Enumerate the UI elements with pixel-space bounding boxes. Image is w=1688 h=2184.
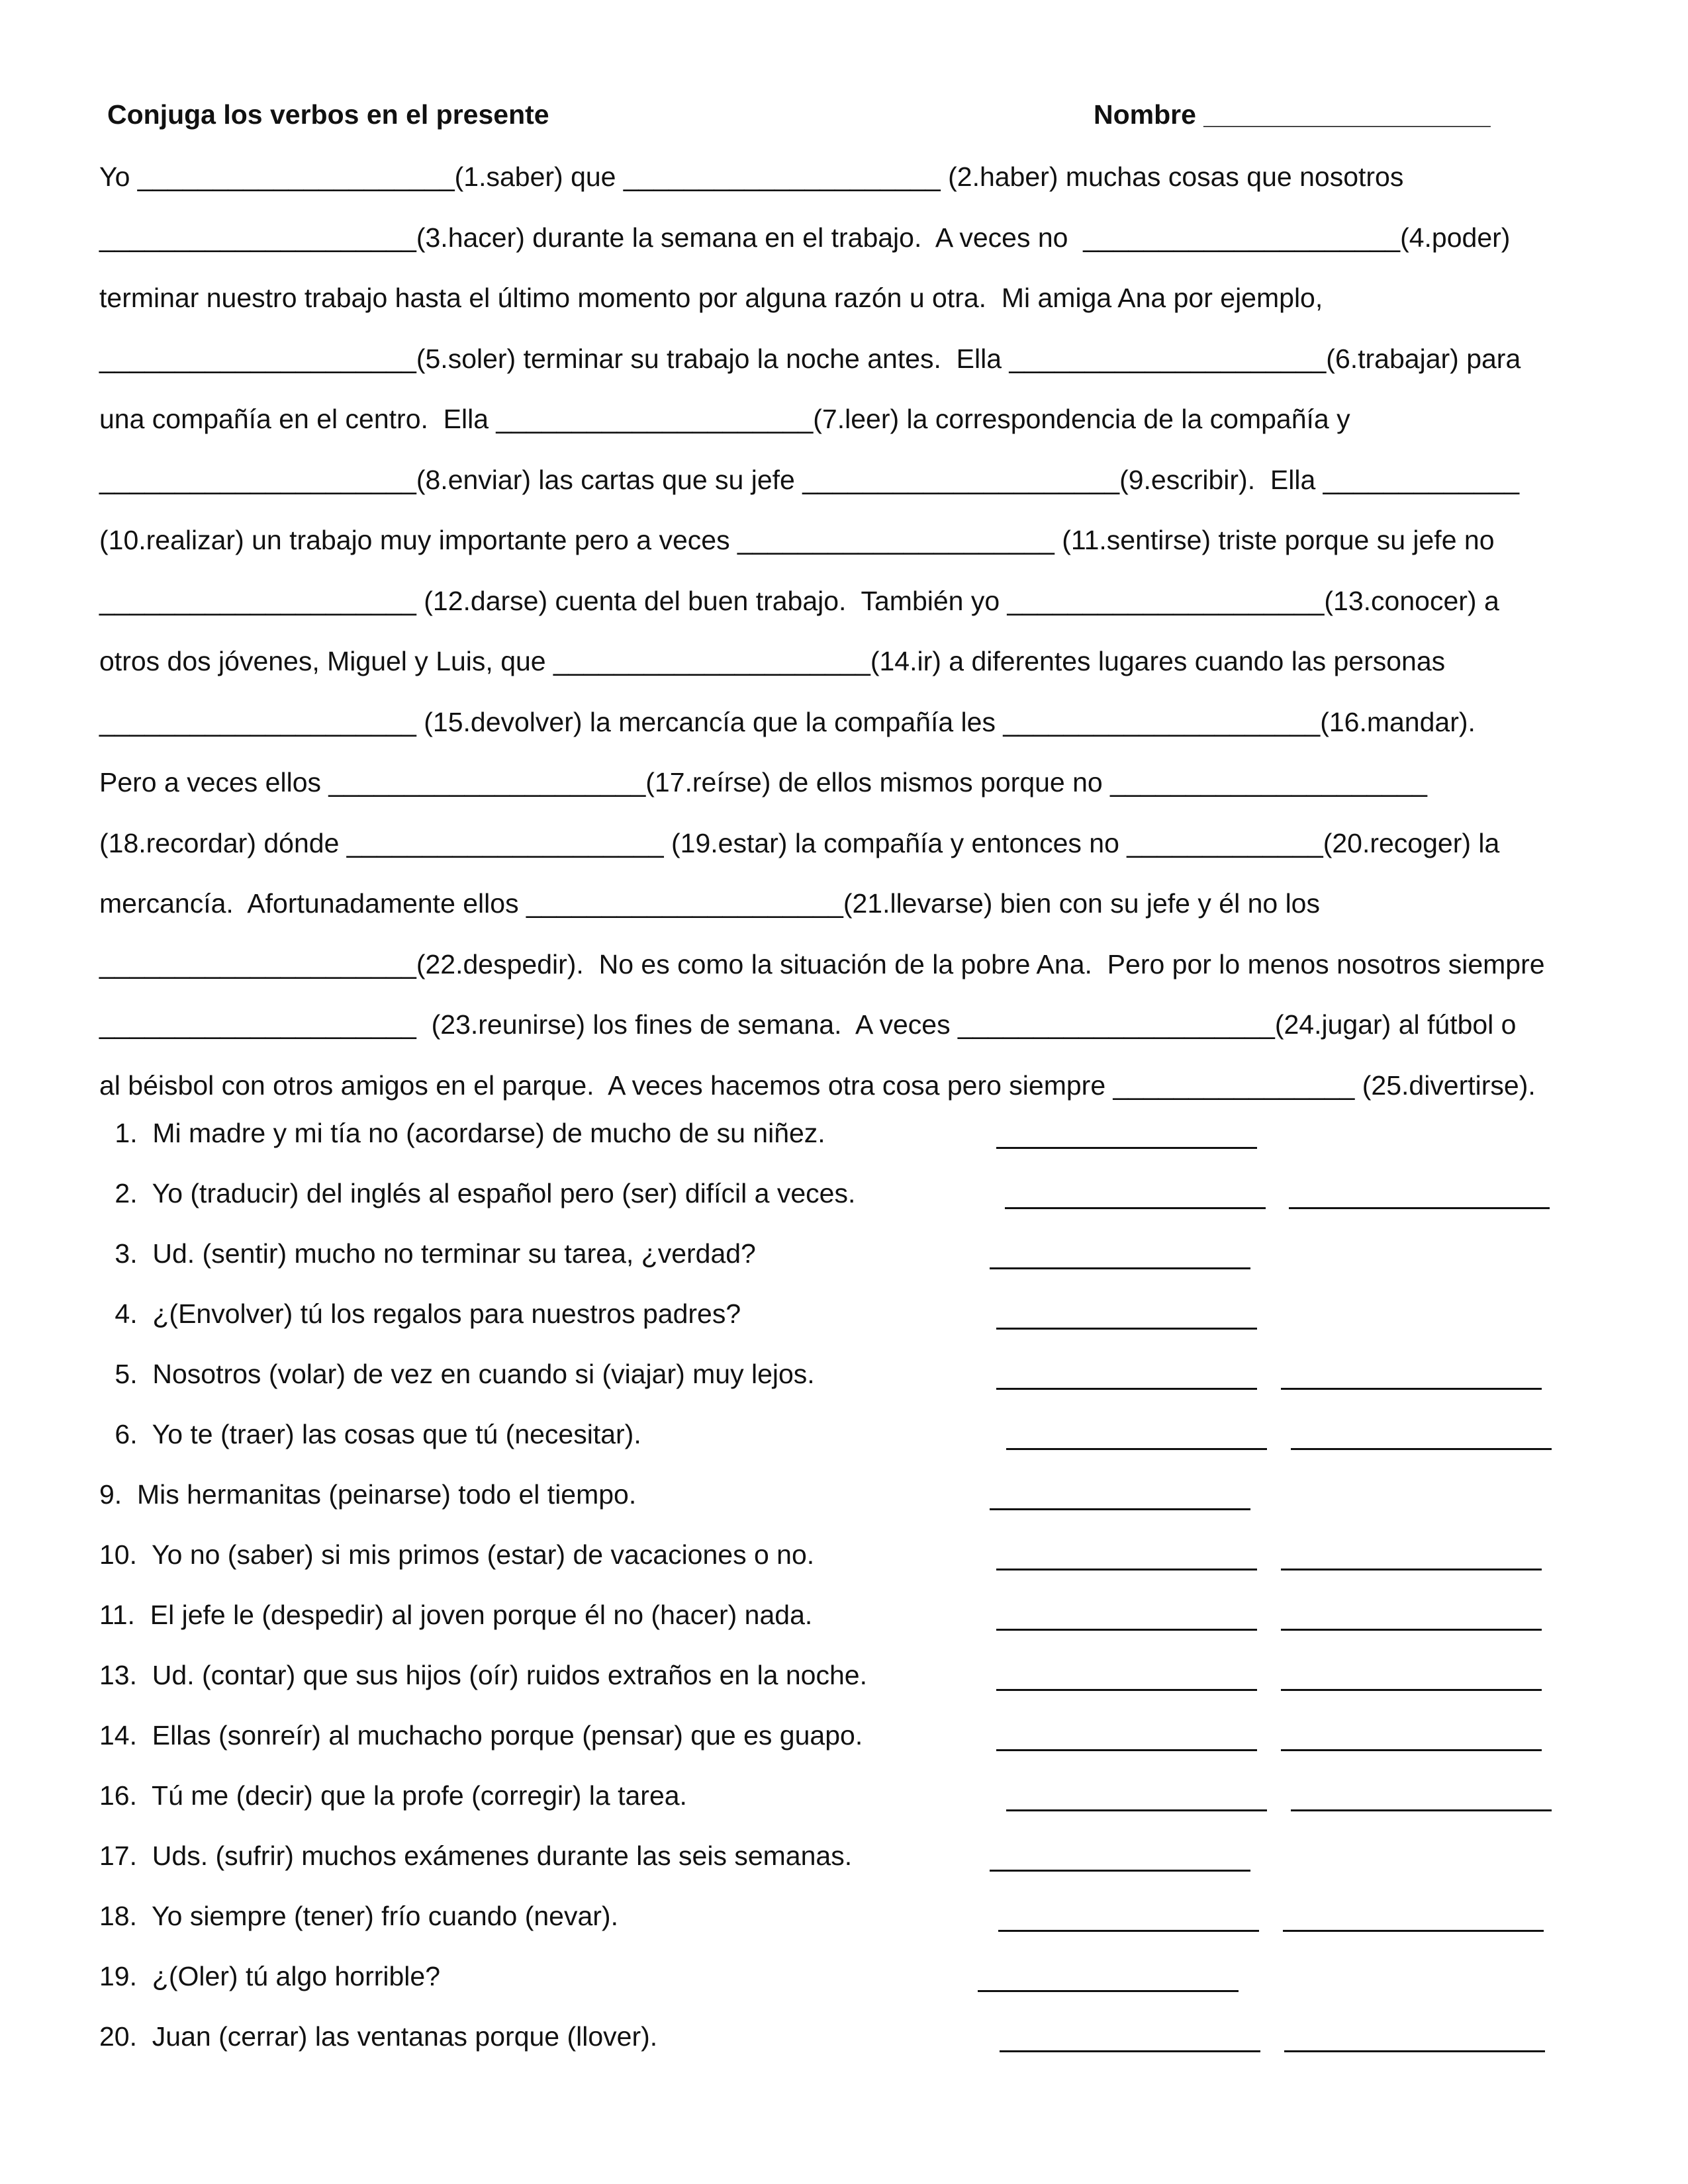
paragraph-line[interactable]: al béisbol con otros amigos en el parque. A veces hacemos otra cosa pero siempre ________________ (25.divertirse). (99, 1069, 1536, 1101)
paragraph-line[interactable]: Yo _____________________(1.saber) que _____________________ (2.haber) muchas cosas que nosotros (99, 161, 1404, 192)
name-field[interactable]: Nombre ___________________ (1094, 99, 1491, 130)
answer-blank-1[interactable] (996, 1328, 1257, 1330)
question-text: 10. Yo no (saber) si mis primos (estar) de vacaciones o no. (99, 1539, 815, 1570)
question-item (0, 1839, 1688, 1899)
worksheet-title: Conjuga los verbos en el presente (107, 99, 549, 130)
answer-blank-1[interactable] (978, 1990, 1239, 1992)
answer-blank-1[interactable] (996, 1569, 1257, 1570)
paragraph-line[interactable]: _____________________(8.enviar) las cartas que su jefe _____________________(9.escribir). Ella _____________ (99, 464, 1520, 495)
question-text: 6. Yo te (traer) las cosas que tú (necesitar). (107, 1419, 641, 1449)
answer-blank-1[interactable] (990, 1267, 1250, 1269)
question-text: 9. Mis hermanitas (peinarse) todo el tiempo. (99, 1479, 637, 1510)
answer-blank-1[interactable] (996, 1689, 1257, 1691)
paragraph-line[interactable]: (18.recordar) dónde _____________________ (19.estar) la compañía y entonces no _____________(20.recoger) la (99, 827, 1500, 858)
answer-blank-2[interactable] (1281, 1388, 1542, 1390)
answer-blank-1[interactable] (996, 1388, 1257, 1390)
question-item (0, 1598, 1688, 1659)
answer-blank-2[interactable] (1284, 2050, 1545, 2052)
question-text: 16. Tú me (decir) que la profe (corregir) la tarea. (99, 1780, 687, 1811)
paragraph-line[interactable]: _____________________ (12.darse) cuenta del buen trabajo. También yo _____________________(13.conocer) a (99, 585, 1499, 616)
paragraph-line[interactable]: Pero a veces ellos _____________________(17.reírse) de ellos mismos porque no _____________________ (99, 767, 1427, 797)
paragraph-line[interactable]: _____________________ (23.reunirse) los fines de semana. A veces _____________________(24.jugar) al fútbol o (99, 1009, 1517, 1040)
question-text: 11. El jefe le (despedir) al joven porque él no (hacer) nada. (99, 1600, 813, 1630)
answer-blank-1[interactable] (1005, 1207, 1266, 1209)
question-item (0, 1237, 1688, 1297)
answer-blank-2[interactable] (1281, 1629, 1542, 1631)
answer-blank-1[interactable] (990, 1508, 1250, 1510)
paragraph-line[interactable]: _____________________(5.soler) terminar su trabajo la noche antes. Ella _____________________(6.trabajar) para (99, 343, 1521, 374)
answer-blank-2[interactable] (1281, 1569, 1542, 1570)
question-item (0, 1116, 1688, 1177)
question-text: 17. Uds. (sufrir) muchos exámenes durante las seis semanas. (99, 1841, 853, 1871)
answer-blank-2[interactable] (1281, 1689, 1542, 1691)
question-item (0, 1297, 1688, 1357)
question-text: 2. Yo (traducir) del inglés al español pero (ser) difícil a veces. (107, 1178, 856, 1208)
answer-blank-1[interactable] (996, 1749, 1257, 1751)
answer-blank-2[interactable] (1291, 1809, 1552, 1811)
question-item (0, 1899, 1688, 1960)
answer-blank-1[interactable] (996, 1629, 1257, 1631)
answer-blank-1[interactable] (996, 1147, 1257, 1149)
question-item (0, 1177, 1688, 1237)
paragraph-line[interactable]: _____________________(22.despedir). No es como la situación de la pobre Ana. Pero por lo menos nosotros siempre (99, 948, 1545, 979)
answer-blank-1[interactable] (1006, 1448, 1267, 1450)
question-text: 4. ¿(Envolver) tú los regalos para nuestros padres? (107, 1298, 741, 1329)
question-item (0, 1659, 1688, 1719)
question-text: 5. Nosotros (volar) de vez en cuando si (viajar) muy lejos. (107, 1359, 815, 1389)
answer-blank-2[interactable] (1281, 1749, 1542, 1751)
question-text: 1. Mi madre y mi tía no (acordarse) de mucho de su niñez. (107, 1118, 825, 1148)
answer-blank-1[interactable] (998, 1930, 1259, 1932)
question-text: 13. Ud. (contar) que sus hijos (oír) ruidos extraños en la noche. (99, 1660, 867, 1690)
paragraph-line[interactable]: una compañía en el centro. Ella _____________________(7.leer) la correspondencia de la compañía y (99, 404, 1350, 434)
question-text: 20. Juan (cerrar) las ventanas porque (llover). (99, 2021, 658, 2052)
fill-in-paragraph (99, 160, 1615, 1129)
question-item (0, 1538, 1688, 1598)
answer-blank-1[interactable] (1006, 1809, 1267, 1811)
answer-blank-1[interactable] (990, 1870, 1250, 1872)
question-text: 18. Yo siempre (tener) frío cuando (nevar). (99, 1901, 618, 1931)
answer-blank-2[interactable] (1283, 1930, 1544, 1932)
question-list (0, 1116, 1688, 2080)
paragraph-line[interactable]: (10.realizar) un trabajo muy importante pero a veces _____________________ (11.sentirse) triste porque su jefe no (99, 525, 1495, 555)
question-text: 19. ¿(Oler) tú algo horrible? (99, 1961, 441, 1991)
question-item (0, 1478, 1688, 1538)
paragraph-line[interactable]: otros dos jóvenes, Miguel y Luis, que _____________________(14.ir) a diferentes lugares cuando las personas (99, 646, 1446, 676)
question-item (0, 1719, 1688, 1779)
paragraph-line[interactable]: mercancía. Afortunadamente ellos _____________________(21.llevarse) bien con su jefe y él no los (99, 888, 1320, 919)
question-text: 3. Ud. (sentir) mucho no terminar su tarea, ¿verdad? (107, 1238, 756, 1269)
answer-blank-2[interactable] (1289, 1207, 1550, 1209)
question-item (0, 1960, 1688, 2020)
question-text: 14. Ellas (sonreír) al muchacho porque (pensar) que es guapo. (99, 1720, 863, 1751)
paragraph-line[interactable]: _____________________ (15.devolver) la mercancía que la compañía les _____________________(16.mandar). (99, 706, 1476, 737)
question-item (0, 2020, 1688, 2080)
answer-blank-2[interactable] (1291, 1448, 1552, 1450)
answer-blank-1[interactable] (1000, 2050, 1260, 2052)
question-item (0, 1418, 1688, 1478)
paragraph-line[interactable]: _____________________(3.hacer) durante la semana en el trabajo. A veces no _____________________(4.poder) (99, 222, 1511, 253)
question-item (0, 1357, 1688, 1418)
paragraph-line: terminar nuestro trabajo hasta el último momento por alguna razón u otra. Mi amiga Ana por ejemplo, (99, 283, 1323, 313)
question-item (0, 1779, 1688, 1839)
